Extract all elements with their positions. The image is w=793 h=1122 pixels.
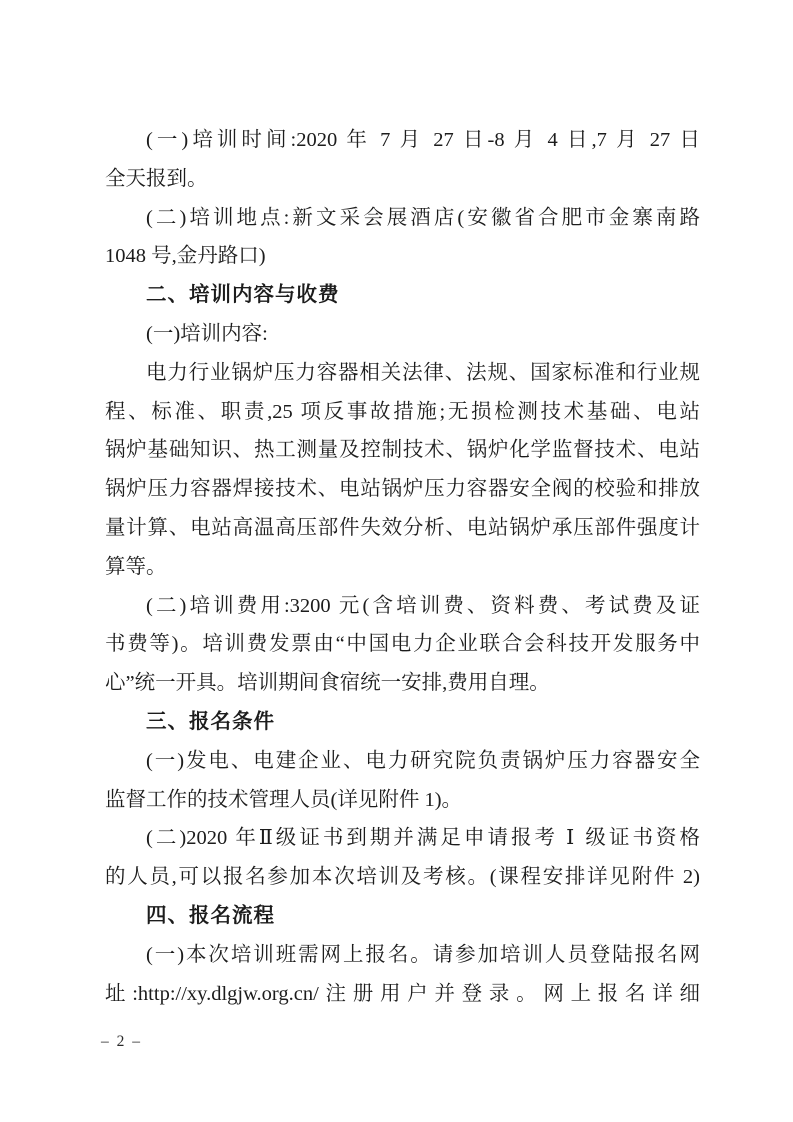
body-text-line: (二)培训费用:3200 元(含培训费、资料费、考试费及证	[146, 594, 700, 617]
body-text-line: 程、标准、职责,25 项反事故措施;无损检测技术基础、电站	[105, 400, 700, 423]
body-text-line: (一)培训时间:2020 年 7 月 27 日-8 月 4 日,7 月 27 日	[146, 129, 700, 151]
body-text-line: (一)培训内容:	[146, 322, 268, 345]
section-heading: 二、培训内容与收费	[146, 283, 340, 307]
body-text-line: 监督工作的技术管理人员(详见附件 1)。	[105, 788, 463, 811]
body-text-line: 址:http://xy.dlgjw.org.cn/注册用户并登录。网上报名详细	[105, 982, 700, 1005]
body-text-line: (二)2020 年Ⅱ级证书到期并满足申请报考 Ⅰ 级证书资格	[146, 827, 700, 850]
body-text-line: 算等。	[105, 555, 167, 578]
body-text-line: 1048 号,金丹路口)	[105, 245, 266, 268]
body-text-line: 全天报到。	[105, 167, 208, 190]
body-text-line: 量计算、电站高温高压部件失效分析、电站锅炉承压部件强度计	[105, 516, 700, 539]
body-text-line: 书费等)。培训费发票由“中国电力企业联合会科技开发服务中	[105, 633, 700, 656]
body-text-line: 的人员,可以报名参加本次培训及考核。(课程安排详见附件 2)	[105, 866, 700, 889]
section-heading: 三、报名条件	[146, 709, 275, 733]
section-heading: 四、报名流程	[146, 903, 275, 927]
body-text-line: (一)本次培训班需网上报名。请参加培训人员登陆报名网	[146, 943, 700, 966]
body-text-line: (二)培训地点:新文采会展酒店(安徽省合肥市金寨南路	[146, 206, 700, 229]
body-text-line: (一)发电、电建企业、电力研究院负责锅炉压力容器安全	[146, 749, 700, 772]
body-text-line: 心”统一开具。培训期间食宿统一安排,费用自理。	[105, 672, 550, 695]
page-number: – 2 –	[101, 1033, 142, 1050]
body-text-line: 锅炉基础知识、热工测量及控制技术、锅炉化学监督技术、电站	[105, 439, 700, 462]
document-body	[105, 121, 700, 1013]
body-text-line: 电力行业锅炉压力容器相关法律、法规、国家标准和行业规	[146, 361, 700, 384]
body-text-line: 锅炉压力容器焊接技术、电站锅炉压力容器安全阀的校验和排放	[105, 478, 700, 501]
